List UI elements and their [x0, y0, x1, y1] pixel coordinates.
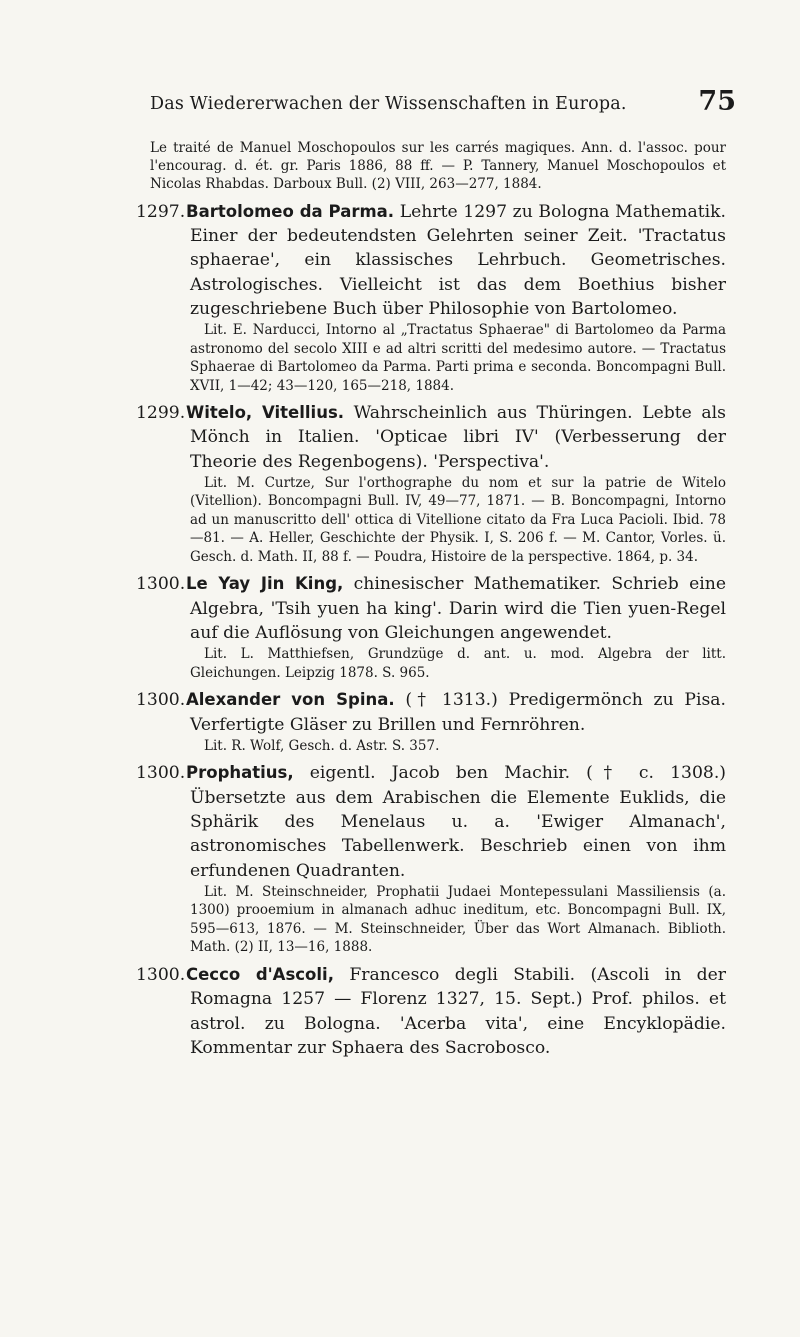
- entry-literature: Lit. E. Narducci, Intorno al „Tractatus Sphaerae" di Bartolomeo da Parma astronomo del secolo XIII e ad altri scritti del medesimo autore. — Tractatus Sphaerae di Bartolomeo da Parma. Parti prima e seconda. Boncompagni Bull. XVII, 1—42; 43—120, 165—218, 1884.: [190, 322, 726, 394]
- entry-description: († 1313.) Predigermönch zu Pisa. Verfertigte Gläser zu Brillen und Fernröhren.: [190, 690, 726, 735]
- entry-literature: Lit. R. Wolf, Gesch. d. Astr. S. 357.: [204, 737, 440, 754]
- entry-literature: Lit. M. Steinschneider, Prophatii Judaei Montepessulani Massiliensis (a. 1300) prooemium in almanach adhuc ineditum, etc. Boncompagni Bull. IX, 595—613, 1876. — M. Steinschneider, Über das Wort Almanach. Biblioth. Math. (2) II, 13—16, 1888.: [190, 883, 726, 956]
- entry-description: Francesco degli Stabili. (Ascoli in der Romagna 1257 — Florenz 1327, 15. Sept.) Prof. philos. et astrol. zu Bologna. 'Acerba vita', eine Encyklopädie. Kommentar zur Sphaera des Sacrobosco.: [190, 964, 727, 1058]
- entry-witelo: [136, 401, 726, 566]
- entry-description: Lehrte 1297 zu Bologna Mathematik. Einer der bedeutendsten Gelehrten seiner Zeit. 'Tractatus sphaerae', ein klassisches Lehrbuch. Geometrisches. Astrologisches. Vielleicht ist das dem Boethius bisher zugeschriebene Buch über Philosophie von Bartolomeo.: [190, 201, 726, 319]
- entry-name: Prophatius,: [186, 763, 294, 783]
- entry-text: [136, 572, 726, 645]
- entry-year: 1300.: [136, 574, 186, 595]
- entry-cecco-d-ascoli: [136, 963, 726, 1060]
- entry-year: 1299.: [136, 403, 186, 424]
- lead-literature: Le traité de Manuel Moschopoulos sur les carrés magiques. Ann. d. l'assoc. pour l'encourag. d. ét. gr. Paris 1886, 88 ff. — P. Tannery, Manuel Moschopoulos et Nicolas Rhabdas. Darboux Bull. (2) VIII, 263—277, 1884.: [150, 140, 726, 193]
- entry-name: Cecco d'Ascoli,: [186, 964, 334, 984]
- entry-literature: Lit. L. Matthiefsen, Grundzüge d. ant. u. mod. Algebra der litt. Gleichungen. Leipzig 1878. S. 965.: [190, 646, 726, 681]
- page-header: [150, 86, 736, 126]
- entry-text: [136, 401, 726, 474]
- entry-name: Alexander von Spina.: [186, 690, 395, 710]
- entry-literature: Lit. M. Curtze, Sur l'orthographe du nom et sur la patrie de Witelo (Vitellion). Boncompagni Bull. IV, 49—77, 1871. — B. Boncompagni, Intorno ad un manuscritto dell' ottica di Vitellione citato da Fra Luca Pacioli. Ibid. 78—81. — A. Heller, Geschichte der Physik. I, S. 206 f. — M. Cantor, Vorles. ü. Gesch. d. Math. II, 88 f. — Poudra, Histoire de la perspective. 1864, p. 34.: [190, 474, 726, 565]
- entry-text: [136, 200, 726, 321]
- entry-description: chinesischer Mathematiker. Schrieb eine Algebra, 'Tsih yuen ha king'. Darin wird die Tien yuen-Regel auf die Auflösung von Gleichungen angewendet.: [190, 574, 726, 644]
- entry-name: Witelo, Vitellius.: [186, 403, 345, 423]
- entry-name: Bartolomeo da Parma.: [186, 201, 395, 221]
- entry-description: eigentl. Jacob ben Machir. († c. 1308.) Übersetzte aus dem Arabischen die Elemente Euklids, die Sphärik des Menelaus u. a. 'Ewiger Almanach', astronomisches Tabellenwerk. Beschrieb einen von ihm erfundenen Quadranten.: [190, 763, 726, 881]
- entry-year: 1300.: [136, 964, 186, 985]
- entry-name: Le Yay Jin King,: [186, 574, 344, 594]
- running-head: Das Wiedererwachen der Wissenschaften in Europa.: [150, 94, 627, 114]
- entry-year: 1297.: [136, 201, 186, 222]
- entry-text: [136, 688, 726, 737]
- entry-text: [136, 761, 726, 882]
- entry-le-yay-jin-king: [136, 572, 726, 682]
- entry-prophatius: [136, 761, 726, 956]
- entry-text: [136, 963, 726, 1060]
- page-body: [136, 139, 726, 1060]
- entry-bartolomeo: [136, 200, 726, 395]
- page-number: 75: [698, 86, 736, 117]
- entry-alexander-von-spina: [136, 688, 726, 755]
- entry-description: Wahrscheinlich aus Thüringen. Lebte als Mönch in Italien. 'Opticae libri IV' (Verbesserung der Theorie des Regenbogens). 'Perspectiva'.: [190, 403, 726, 472]
- entry-year: 1300.: [136, 690, 186, 711]
- entry-year: 1300.: [136, 763, 186, 784]
